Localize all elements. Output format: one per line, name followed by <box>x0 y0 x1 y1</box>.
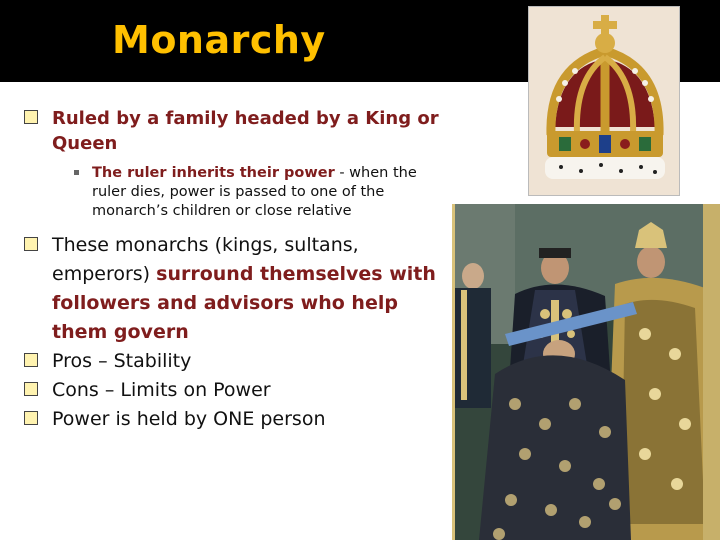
sub-bullet-item <box>74 164 444 221</box>
coronation-scene-icon <box>455 204 720 540</box>
bullet-text: Ruled by a family headed by a King or Queen <box>52 108 439 154</box>
sub-bullet-highlight: The ruler inherits their power <box>92 165 335 181</box>
bullet-item <box>24 347 444 376</box>
coronation-photo <box>452 204 720 540</box>
bullet-item <box>24 376 444 405</box>
bullet-marker-icon <box>24 382 38 396</box>
bullet-item <box>24 231 444 347</box>
bullet-marker-icon <box>24 237 38 251</box>
bullet-list <box>24 106 444 434</box>
bullet-text: These monarchs (kings, sultans, emperors) <box>52 234 359 285</box>
bullet-text: Power is held by ONE person <box>52 408 326 430</box>
crown-icon <box>529 7 680 196</box>
sub-bullet-marker-icon <box>74 170 79 175</box>
bullet-text: Pros – Stability <box>52 350 192 372</box>
bullet-highlight: surround themselves with followers and advisors who help them govern <box>52 263 436 343</box>
bullet-item <box>24 405 444 434</box>
sub-bullet-text: - when the ruler dies, power is passed to one of the monarch’s children or close relative <box>92 165 417 219</box>
bullet-text: Cons – Limits on Power <box>52 379 271 401</box>
bullet-marker-icon <box>24 110 38 124</box>
crown-image <box>528 6 680 196</box>
slide-title: Monarchy <box>112 18 326 62</box>
bullet-item <box>24 106 444 156</box>
bullet-marker-icon <box>24 411 38 425</box>
bullet-marker-icon <box>24 353 38 367</box>
